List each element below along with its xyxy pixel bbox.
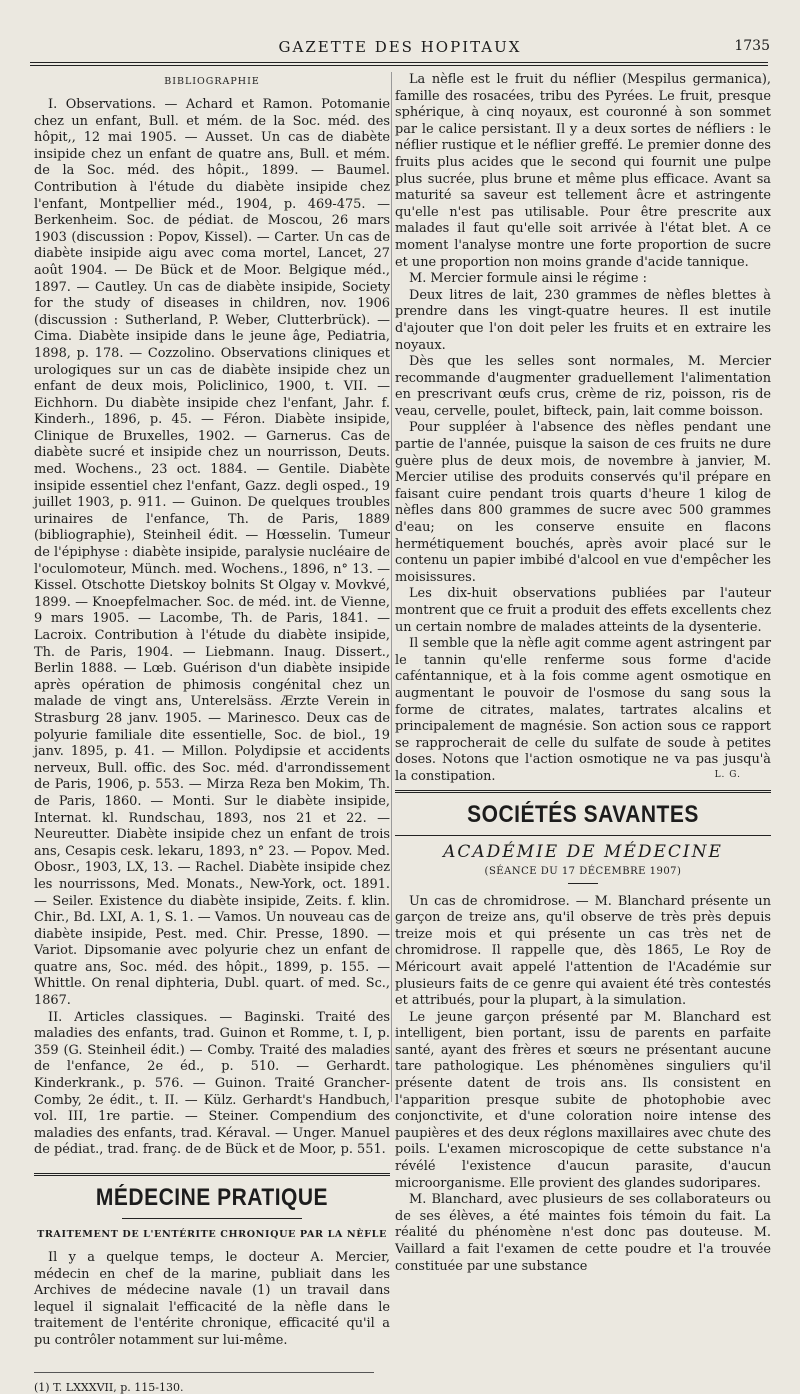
author-signature: L. G. xyxy=(714,769,741,780)
paragraph-regime-intro: M. Mercier formule ainsi le régime : xyxy=(409,271,647,287)
bibliography-classic-articles: II. Articles classiques. — Baginski. Traité des maladies des enfants, trad. Guinon et Romme, t. I, p. 359 (G. Steinheil édit.) — Comby. Traité des maladies de l'enfance, 2e éd., p. 510. — Gerhardt. Kinderkrank., p. 576. — Guinon. Traité Grancher-Comby, 2e édit., t. II. — Külz. Gerhardt's Handbuch, vol. III, 1re partie. — Steiner. Compendium des maladies des enfants, trad. Kéraval. — Unger. Manuel de pédiat., trad. franç. de de Bück et de Moor, p. 551. xyxy=(34,1009,390,1158)
right-column xyxy=(395,72,771,1274)
journal-title: GAZETTE DES HOPITAUX xyxy=(278,38,522,56)
left-column xyxy=(34,72,390,1394)
footnote: (1) T. LXXXVII, p. 115-130. xyxy=(34,1380,184,1394)
page-header xyxy=(0,38,800,60)
header-rule-2 xyxy=(30,65,768,66)
short-rule xyxy=(568,883,598,884)
paragraph-patient: Le jeune garçon présenté par M. Blanchard est intelligent, bien portant, issu de parents en parfaite santé, ayant des frères et sœurs ne présentant aucune tare pathologique. Les phénomènes singuliers qu'il présente datent de trois ans. Ils consistent en l'apparition presque subite de photophobie avec conjonctivite, et d'une coloration noire intense des paupières et des deux réglons maxillaires avec chute des poils. L'examen microscopique de cette substance n'a révélé l'existence d'aucun parasite, d'aucun microorganisme. Elle provient des glandes sudoripares. xyxy=(395,1009,771,1191)
article-intro: Il y a quelque temps, le docteur A. Mercier, médecin en chef de la marine, publiait dans les Archives de médecine navale (1) un travail dans lequel il signalait l'efficacité de la nèfle dans le traitement de l'entérite chronique, efficacité qu'il a pu contrôler notamment sur lui-même. xyxy=(34,1250,390,1348)
footnote-rule xyxy=(34,1372,374,1373)
paragraph-conservation: Pour suppléer à l'absence des nèfles pendant une partie de l'année, puisque la saison de ces fruits ne dure guère plus de deux mois, de novembre à janvier, M. Mercier utilise des produits conservés qu'il prépare en faisant cuire pendant trois quarts d'heure 1 kilog de nèfles dans 800 grammes de sucre avec 500 grammes d'eau; on les conserve ensuite en flacons hermétiquement bouchés, après avoir placé sur le contenu un papier imbibé d'alcool en vue d'empêcher les moisissures. xyxy=(395,420,771,585)
paragraph-regime: Deux litres de lait, 230 grammes de nèfles blettes à prendre dans les vingt-quatre heures. Il est inutile d'ajouter que l'on doit peler les fruits et en extraire les noyaux. xyxy=(395,287,771,353)
paragraph-alimentation: Dès que les selles sont normales, M. Mercier recommande d'augmenter graduellement l'alimentation en prescrivant œufs crus, crème de riz, poisson, ris de veau, cervelle, poulet, bifteck, pain, lait comme boisson. xyxy=(395,354,771,419)
section-title-societes-savantes: SOCIÉTÉS SAVANTES xyxy=(467,800,699,828)
bibliography-title: BIBLIOGRAPHIE xyxy=(164,76,260,87)
academy-title: ACADÉMIE DE MÉDECINE xyxy=(443,841,723,862)
paragraph-action: Il semble que la nèfle agit comme agent astringent par le tannin qu'elle renferme sous forme d'acide caféntannique, et à la fois comme agent osmotique en augmentant le pouvoir de l'osmose du sang sous la forme de citrates, malates, tartrates alcalins et principalement de magnésie. Son action sous ce rapport se rapprocherait de celle du sulfate de soude à petites doses. Notons que l'action osmotique ne va pas jusqu'à la constipation. xyxy=(395,636,771,784)
paragraph-blanchard: M. Blanchard, avec plusieurs de ses collaborateurs ou de ses élèves, a été maintes fois témoin du fait. La réalité du phénomène n'est donc pas douteuse. M. Vaillard a fait l'examen de cette poudre et l'a trouvée constituée par une substance xyxy=(395,1192,771,1274)
article-subhead: TRAITEMENT DE L'ENTÉRITE CHRONIQUE PAR LA NÈFLE xyxy=(37,1229,387,1240)
page-number: 1735 xyxy=(734,38,770,54)
header-rule xyxy=(30,62,768,63)
section-title-medecine-pratique: MÉDECINE PRATIQUE xyxy=(95,1184,329,1211)
section-rule-2 xyxy=(395,790,771,793)
section-underline xyxy=(122,1218,302,1219)
section-underline-2 xyxy=(395,835,771,836)
paragraph-nefle-description: La nèfle est le fruit du néflier (Mespilus germanica), famille des rosacées, tribu des Pyrées. Le fruit, presque sphérique, à cinq noyaux, est couronné à son sommet par le calice persistant. Il y a deux sortes de néfliers : le néflier rustique et le néflier greffé. Le premier donne des fruits plus acides que le second qui fournit une pulpe plus sucrée, plus brune et même plus efficace. Avant sa maturité sa saveur est tellement âcre et astringente qu'elle n'est pas utilisable. Pour être prescrite aux malades il faut qu'elle soit arrivée à l'état blet. A ce moment l'analyse montre une forte proportion de sucre et une proportion non moins grande d'acide tannique. xyxy=(395,72,771,270)
column-separator xyxy=(391,72,392,1102)
paragraph-observations: Les dix-huit observations publiées par l'auteur montrent que ce fruit a produit des effets excellents chez un certain nombre de malades atteints de la dysenterie. xyxy=(395,586,771,635)
bibliography-observations: I. Observations. — Achard et Ramon. Potomanie chez un enfant, Bull. et mém. de la Soc. méd. des hôpit,, 12 mai 1905. — Ausset. Un cas de diabète insipide chez un enfant de quatre ans, Bull. et mém. de la Soc. méd. des hôpit., 1899. — Baumel. Contribution à l'étude du diabète insipide chez l'enfant, Montpellier méd., 1904, p. 469-475. — Berkenheim. Soc. de pédiat. de Moscou, 26 mars 1903 (discussion : Popov, Kissel). — Carter. Un cas de diabète insipide aigu avec coma mortel, Lancet, 27 août 1904. — De Bück et de Moor. Belgique méd., 1897. — Cautley. Un cas de diabète insipide, Society for the study of diseases in children, nov. 1906 (discussion : Sutherland, P. Weber, Clutterbrück). — Cima. Diabète insipide dans le jeune âge, Pediatria, 1898, p. 178. — Cozzolino. Observations cliniques et urologiques sur un cas de diabète insipide chez un enfant de deux mois, Policlinico, 1900, t. VII. — Eichhorn. Du diabète insipide chez l'enfant, Jahr. f. Kinderh., 1896, p. 45. — Féron. Diabète insipide, Clinique de Bruxelles, 1902. — Garnerus. Cas de diabète sucré et insipide chez un nourrisson, Deuts. med. Wochens., 23 oct. 1884. — Gentile. Diabète insipide essentiel chez l'enfant, Gazz. degli osped., 19 juillet 1903, p. 911. — Guinon. De quelques troubles urinaires de l'enfance, Th. de Paris, 1889 (bibliographie), Steinheil édit. — Hœsselin. Tumeur de l'épiphyse : diabète insipide, paralysie nucléaire de l'oculomoteur, Münch. med. Wochens., 1896, n° 13. — Kissel. Otschotte Dietskoy bolnits St Olgay v. Movkvé, 1899. — Knoepfelmacher. Soc. de méd. int. de Vienne, 9 mars 1905. — Lacombe, Th. de Paris, 1841. — Lacroix. Contribution à l'étude du diabète insipide, Th. de Paris, 1904. — Liebmann. Inaug. Dissert., Berlin 1888. — Lœb. Guérison d'un diabète insipide après opération de phimosis congénital chez un malade de vingt ans, Unterelsäss. Ærzte Verein in Strasburg 28 janv. 1905. — Marinesco. Deux cas de polyurie familiale dite essentielle, Soc. de biol., 19 janv. 1895, p. 41. — Millon. Polydipsie et accidents nerveux, Bull. offic. des Soc. méd. d'arrondissement de Paris, 1906, p. 553. — Mirza Reza ben Mokim, Th. de Paris, 1860. — Monti. Sur le diabète insipide, Internat. kl. Rundschau, 1893, nos 21 et 22. — Neureutter. Diabète insipide chez un enfant de trois ans, Cesapis cesk. lekaru, 1893, n° 23. — Popov. Med. Obosr., 1903, LX, 13. — Rachel. Diabète insipide chez les nourrissons, Med. Monats., New-York, oct. 1891. — Seiler. Existence du diabète insipide, Zeits. f. klin. Chir., Bd. LXI, A. 1, S. 1. — Vamos. Un nouveau cas de diabète insipide, Pest. med. Chir. Presse, 1890. — Variot. Dipsomanie avec polyurie chez un enfant de quatre ans, Soc. méd. des hôpit., 1899, p. 155. — Whittle. On renal diphteria, Dubl. quart. of med. Sc., 1867. xyxy=(34,97,390,1009)
seance-date: (SÉANCE DU 17 DÉCEMBRE 1907) xyxy=(484,865,682,877)
section-rule xyxy=(34,1173,390,1176)
paragraph-chromidrose: Un cas de chromidrose. — M. Blanchard présente un garçon de treize ans, qu'il observe de très près depuis treize mois et qui présente un cas très net de chromidrose. Il rappelle que, dès 1865, Le Roy de Méricourt avait appelé l'attention de l'Académie sur plusieurs faits de ce genre qui avaient été très contestés et attribués, pour la plupart, à la simulation. xyxy=(395,893,771,1009)
